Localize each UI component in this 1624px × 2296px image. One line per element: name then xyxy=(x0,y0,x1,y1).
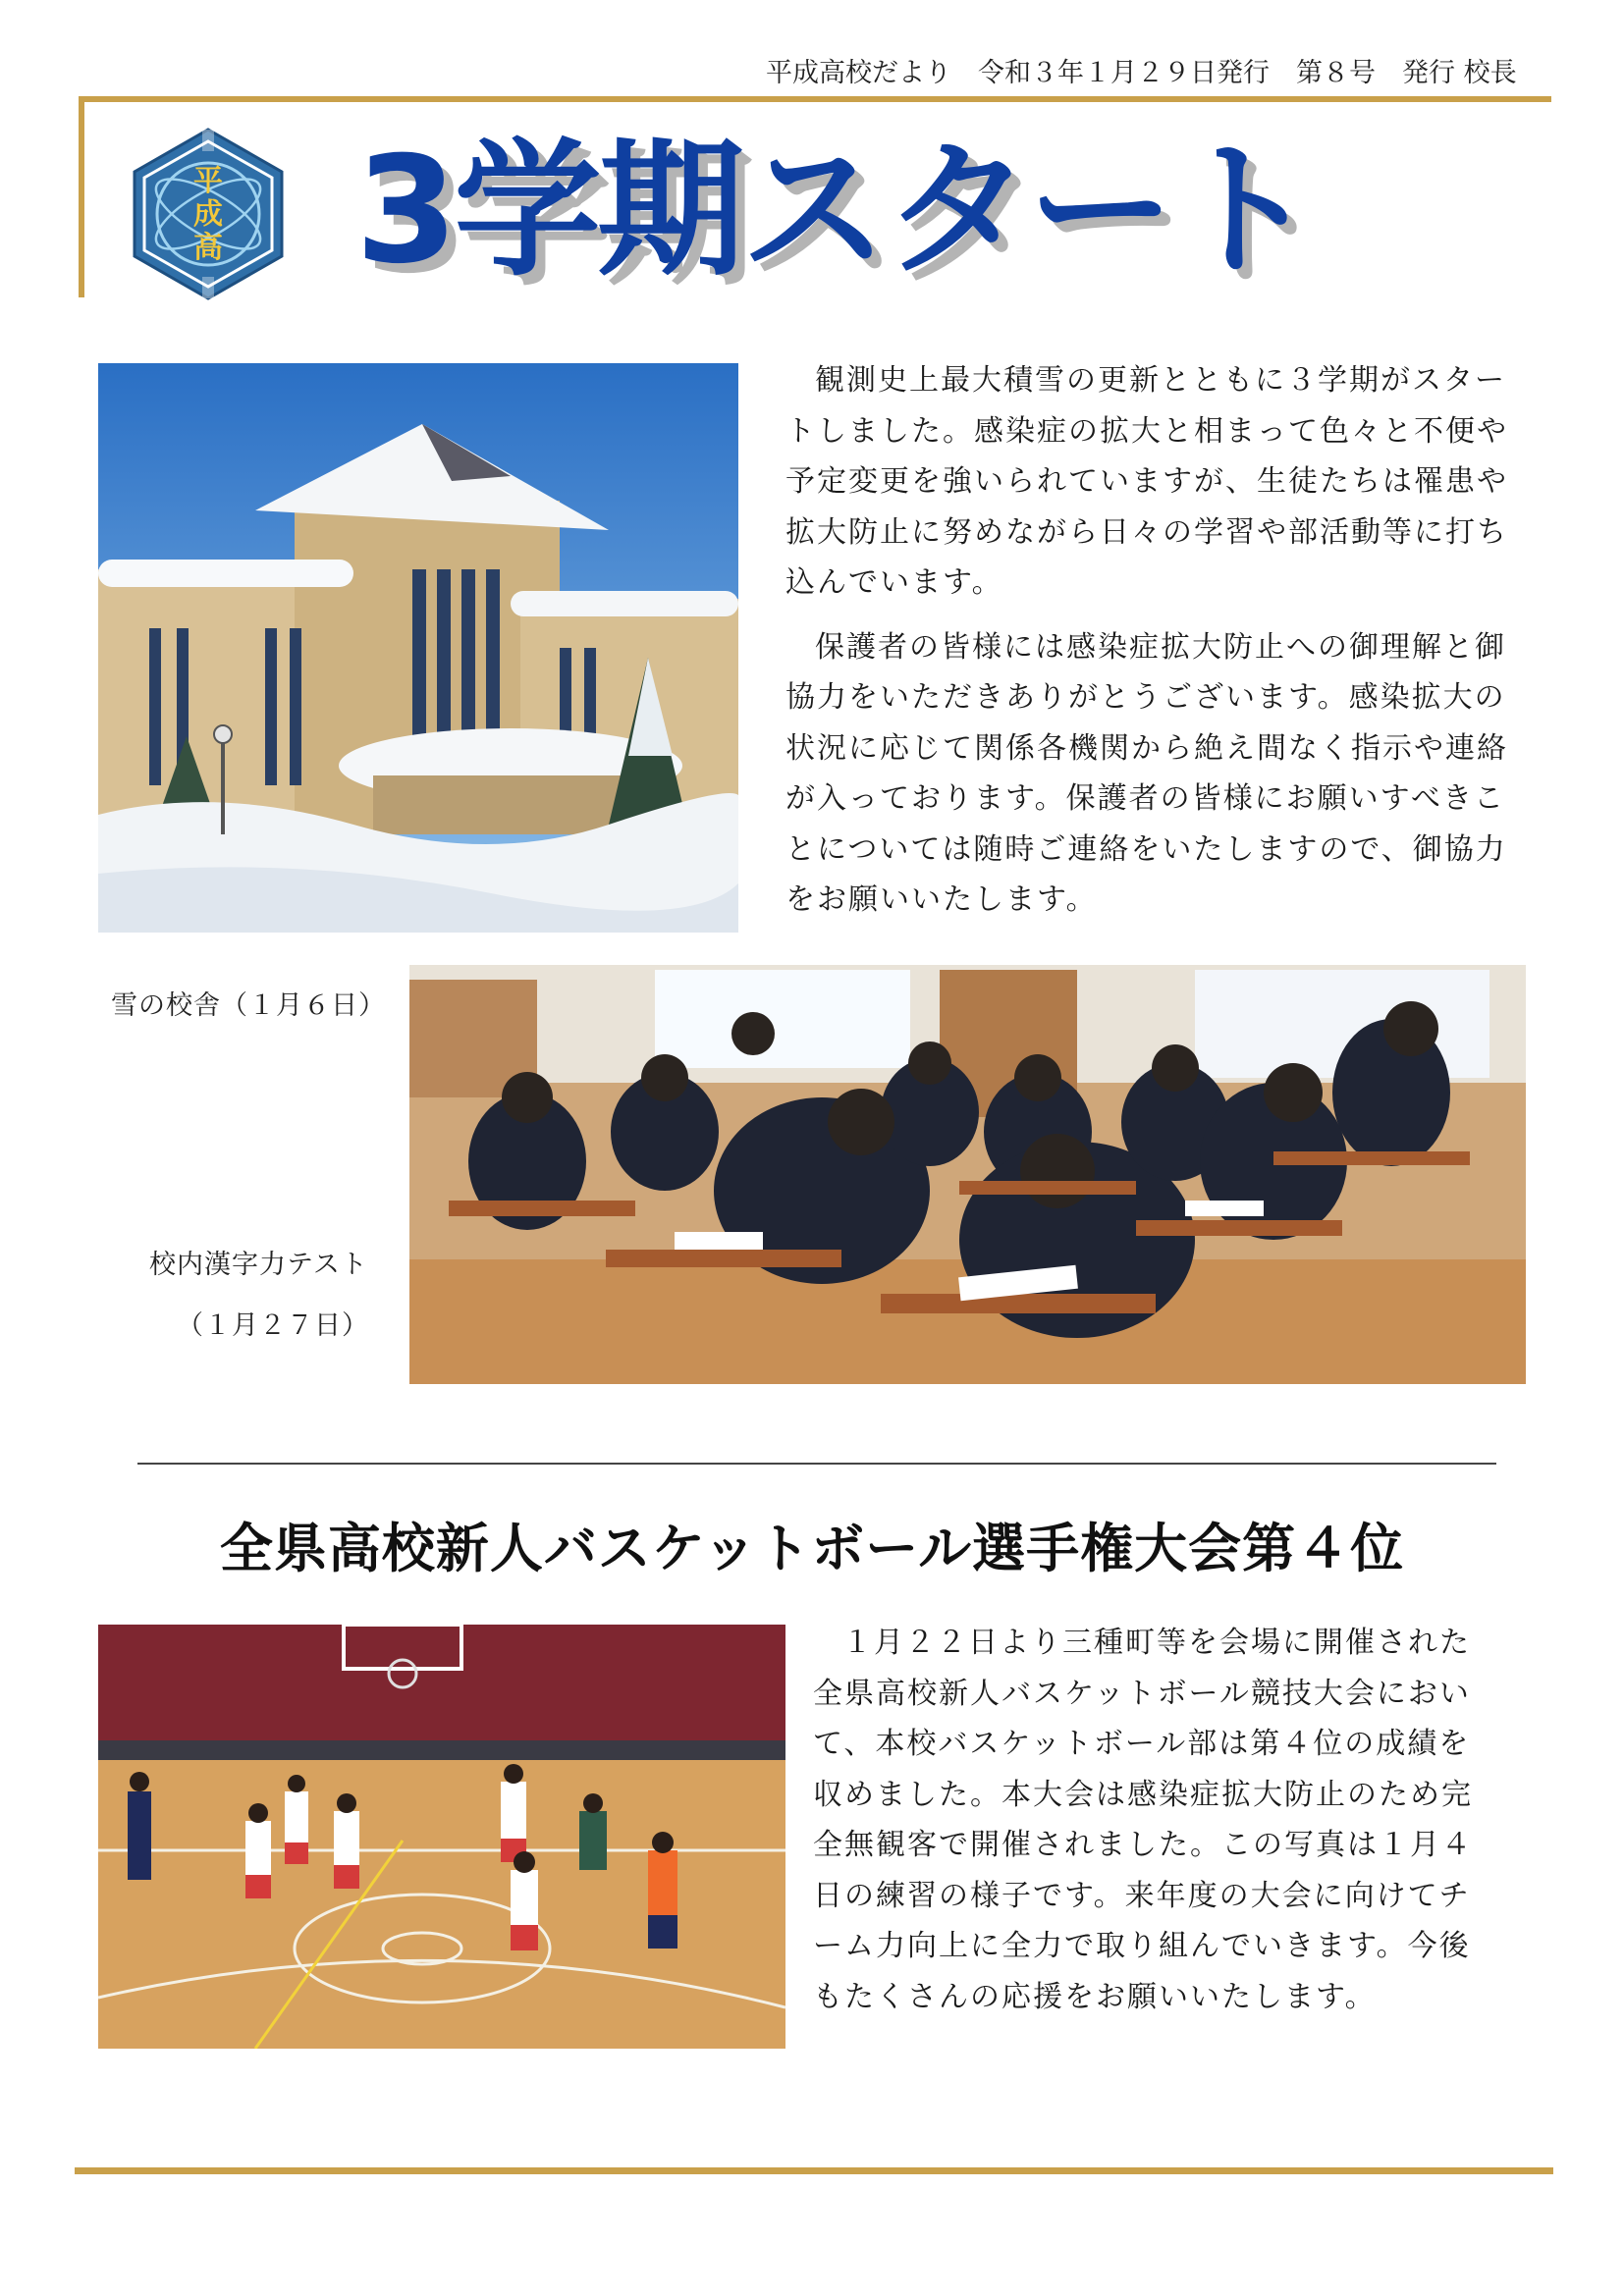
logo-char-3: 高 xyxy=(193,231,223,265)
school-building-photo xyxy=(98,363,738,933)
basketball-practice-photo xyxy=(98,1625,785,2049)
test-photo-date: （１月２７日） xyxy=(177,1310,369,1341)
logo-char-2: 成 xyxy=(193,197,223,232)
issue-info: 平成高校だより 令和３年１月２９日発行 第８号 発行 校長 xyxy=(766,58,1517,88)
basketball-article-text xyxy=(813,1618,1500,2036)
article-intro-text xyxy=(785,355,1522,939)
article-paragraph-2: 保護者の皆様には感染症拡大防止への御理解と御協力をいただきありがとうございます。感染拡大の状況に応じて関係各機関から絶え間なく指示や連絡が入っております。保護者の皆様にお願いすべきことについては随時ご連絡をいたしますので、御協力をお願いいたします。 xyxy=(785,629,1508,917)
section-divider xyxy=(137,1463,1496,1465)
school-photo-caption: 雪の校舎（１月６日） xyxy=(111,990,386,1021)
page-title: 3学期スタート xyxy=(355,126,1315,296)
footer-rule xyxy=(75,2167,1553,2174)
header-side-rule xyxy=(79,96,84,297)
school-logo xyxy=(120,126,297,302)
header-rule xyxy=(79,96,1551,102)
logo-char-1: 平 xyxy=(193,164,223,198)
classroom-test-photo xyxy=(409,965,1526,1384)
test-photo-caption: 校内漢字力テスト xyxy=(149,1250,368,1280)
article-paragraph-1: 観測史上最大積雪の更新とともに３学期がスタートしました。感染症の拡大と相まって色々と不便や予定変更を強いられていますが、生徒たちは罹患や拡大防止に努めながら日々の学習や部活動等に打ち込んでいます。 xyxy=(785,363,1508,600)
basketball-section-title: 全県高校新人バスケットボール選手権大会第４位 xyxy=(219,1518,1405,1579)
basketball-paragraph: １月２２日より三種町等を会場に開催された全県高校新人バスケットボール競技大会において、本校バスケットボール部は第４位の成績を収めました。本大会は感染症拡大防止のため完全無観客で開催されました。この写真は１月４日の練習の様子です。来年度の大会に向けてチーム力向上に全力で取り組んでいきます。今後もたくさんの応援をお願いいたします。 xyxy=(813,1626,1473,2014)
